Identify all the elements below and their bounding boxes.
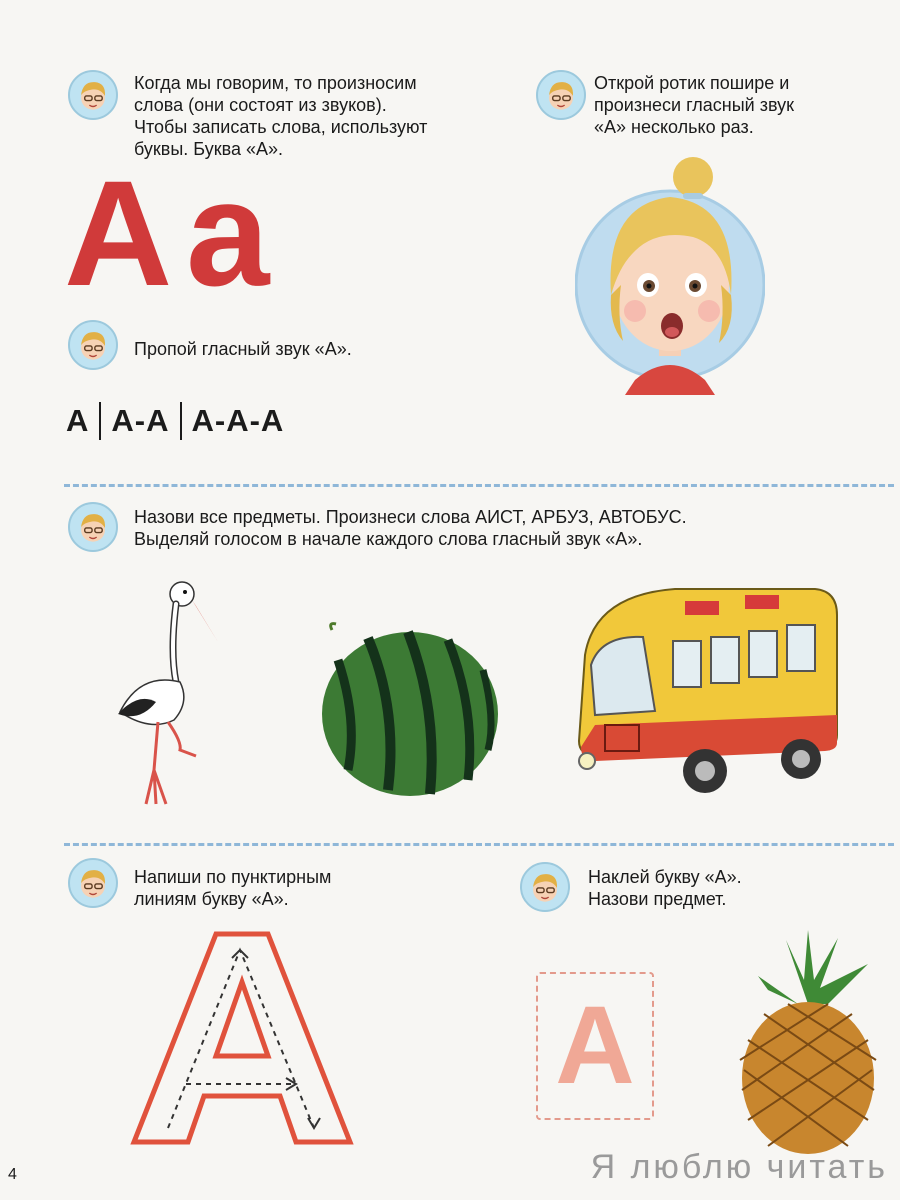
boy-face-icon — [70, 860, 116, 906]
avatar — [68, 858, 118, 908]
watermelon-illustration — [318, 620, 503, 800]
sound-row — [66, 402, 284, 440]
instruction-intro: Когда мы говорим, то произносим слова (они состоят из звуков). Чтобы записать слова, используют буквы. Буква «А». — [134, 73, 428, 159]
pineapple-illustration — [728, 930, 888, 1155]
sound-3: А-А-А — [191, 403, 285, 438]
section-divider — [64, 484, 894, 487]
page-number: 4 — [8, 1166, 17, 1183]
instruction-sticker: Наклей букву «А». Назови предмет. — [588, 867, 742, 909]
big-letter-upper: A — [64, 149, 173, 317]
boy-face-icon — [70, 322, 116, 368]
boy-face-icon — [70, 72, 116, 118]
boy-face-icon — [522, 864, 568, 910]
avatar — [68, 502, 118, 552]
stork-illustration — [110, 572, 220, 812]
watermark: Я люблю читать — [590, 1148, 888, 1186]
sticker-letter: A — [555, 984, 635, 1107]
avatar — [520, 862, 570, 912]
instruction-sing: Пропой гласный звук «А». — [134, 339, 352, 359]
boy-face-icon — [70, 504, 116, 550]
instruction-trace: Напиши по пунктирным линиям букву «А». — [134, 867, 332, 909]
boy-face-icon — [538, 72, 584, 118]
sticker-area[interactable] — [536, 972, 654, 1120]
avatar — [68, 320, 118, 370]
sound-2: А-А — [111, 403, 170, 438]
avatar — [536, 70, 586, 120]
big-letter-lower: a — [186, 149, 270, 317]
girl-singing-illustration — [575, 145, 765, 395]
sound-1: А — [66, 403, 90, 438]
instruction-open-mouth: Открой ротик пошире и произнеси гласный звук «А» несколько раз. — [594, 73, 794, 137]
section-divider — [64, 843, 894, 846]
trace-letter-a[interactable] — [128, 928, 356, 1148]
separator — [99, 402, 101, 440]
instruction-name-items: Назови все предметы. Произнеси слова АИСТ, АРБУЗ, АВТОБУС. Выделяй голосом в начале каждого слова гласный звук «А». — [134, 507, 687, 549]
bus-illustration — [565, 575, 845, 800]
avatar — [68, 70, 118, 120]
separator — [180, 402, 182, 440]
